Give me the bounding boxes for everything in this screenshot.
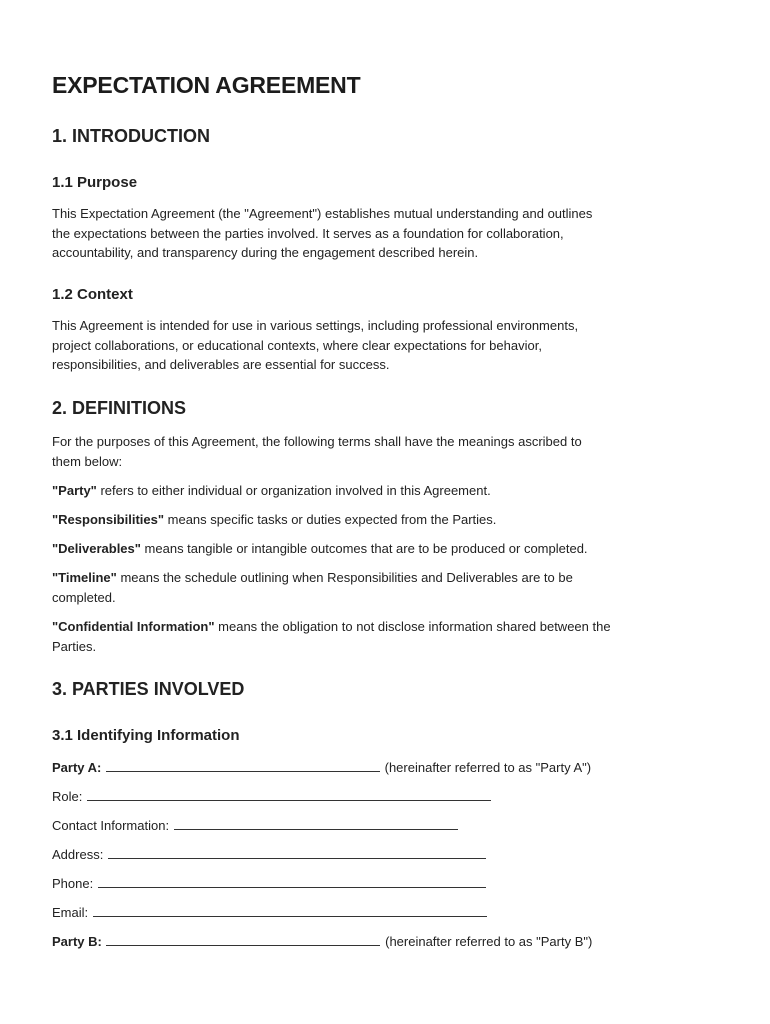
definition-responsibilities xyxy=(52,510,496,530)
address-field xyxy=(52,847,487,862)
paragraph-line: This Agreement is intended for use in various settings, including professional environments, xyxy=(52,318,579,333)
paragraph-line: them below: xyxy=(52,453,123,469)
definition-confidential-information xyxy=(52,617,611,656)
definition-text: means specific tasks or duties expected from the Parties. xyxy=(164,512,497,527)
contact-information-label: Contact Information: xyxy=(52,818,170,833)
definition-term: "Deliverables" xyxy=(52,541,141,556)
role-blank-line[interactable] xyxy=(87,789,491,801)
subsection-heading-identifying-information: 3.1 Identifying Information xyxy=(52,727,240,744)
definition-deliverables xyxy=(52,539,588,559)
email-label: Email: xyxy=(52,905,89,920)
phone-label: Phone: xyxy=(52,876,94,891)
definition-party xyxy=(52,481,491,501)
definition-text: refers to either individual or organization involved in this Agreement. xyxy=(96,483,491,498)
address-blank-line[interactable] xyxy=(108,847,486,859)
party-a-field xyxy=(52,760,591,775)
definition-text: means the obligation to not disclose information shared between the xyxy=(214,619,611,634)
definition-text: Parties. xyxy=(52,638,97,654)
contact-information-blank-line[interactable] xyxy=(174,818,458,830)
role-label: Role: xyxy=(52,789,83,804)
paragraph-line: accountability, and transparency during the engagement described herein. xyxy=(52,245,479,260)
paragraph-line: project collaborations, or educational contexts, where clear expectations for behavior, xyxy=(52,337,542,353)
definitions-intro-paragraph xyxy=(52,432,582,471)
address-label: Address: xyxy=(52,847,104,862)
role-field xyxy=(52,789,492,804)
contact-information-field xyxy=(52,818,459,833)
definition-text: means tangible or intangible outcomes that are to be produced or completed. xyxy=(140,541,588,556)
definition-term: "Timeline" xyxy=(52,570,117,585)
party-a-blank-line[interactable] xyxy=(106,760,380,772)
paragraph-line: For the purposes of this Agreement, the following terms shall have the meanings ascribed to xyxy=(52,434,582,449)
section-heading-introduction: 1. INTRODUCTION xyxy=(52,126,211,146)
party-b-field xyxy=(52,934,592,949)
document-title: EXPECTATION AGREEMENT xyxy=(52,72,361,98)
paragraph-line: the expectations between the parties involved. It serves as a foundation for collaboration, xyxy=(52,225,564,241)
phone-blank-line[interactable] xyxy=(98,876,486,888)
email-blank-line[interactable] xyxy=(93,905,487,917)
phone-field xyxy=(52,876,487,891)
paragraph-line: responsibilities, and deliverables are essential for success. xyxy=(52,357,390,372)
definition-text: completed. xyxy=(52,589,116,605)
definition-term: "Responsibilities" xyxy=(52,512,165,527)
party-b-blank-line[interactable] xyxy=(106,934,380,946)
paragraph-line: This Expectation Agreement (the "Agreement") establishes mutual understanding and outlines xyxy=(52,206,593,221)
definition-text: means the schedule outlining when Responsibilities and Deliverables are to be xyxy=(116,570,573,585)
section-heading-definitions: 2. DEFINITIONS xyxy=(52,398,187,418)
purpose-paragraph xyxy=(52,204,592,263)
email-field xyxy=(52,905,488,920)
subsection-heading-context: 1.2 Context xyxy=(52,286,133,303)
context-paragraph xyxy=(52,316,578,375)
definition-term: "Confidential Information" xyxy=(52,619,215,634)
section-heading-parties-involved: 3. PARTIES INVOLVED xyxy=(52,679,245,699)
definition-term: "Party" xyxy=(52,483,97,498)
definition-timeline xyxy=(52,568,573,607)
party-a-suffix: (hereinafter referred to as "Party A") xyxy=(384,760,592,775)
subsection-heading-purpose: 1.1 Purpose xyxy=(52,174,138,191)
party-a-label: Party A: xyxy=(52,760,102,775)
party-b-suffix: (hereinafter referred to as "Party B") xyxy=(385,934,593,949)
party-b-label: Party B: xyxy=(52,934,102,949)
